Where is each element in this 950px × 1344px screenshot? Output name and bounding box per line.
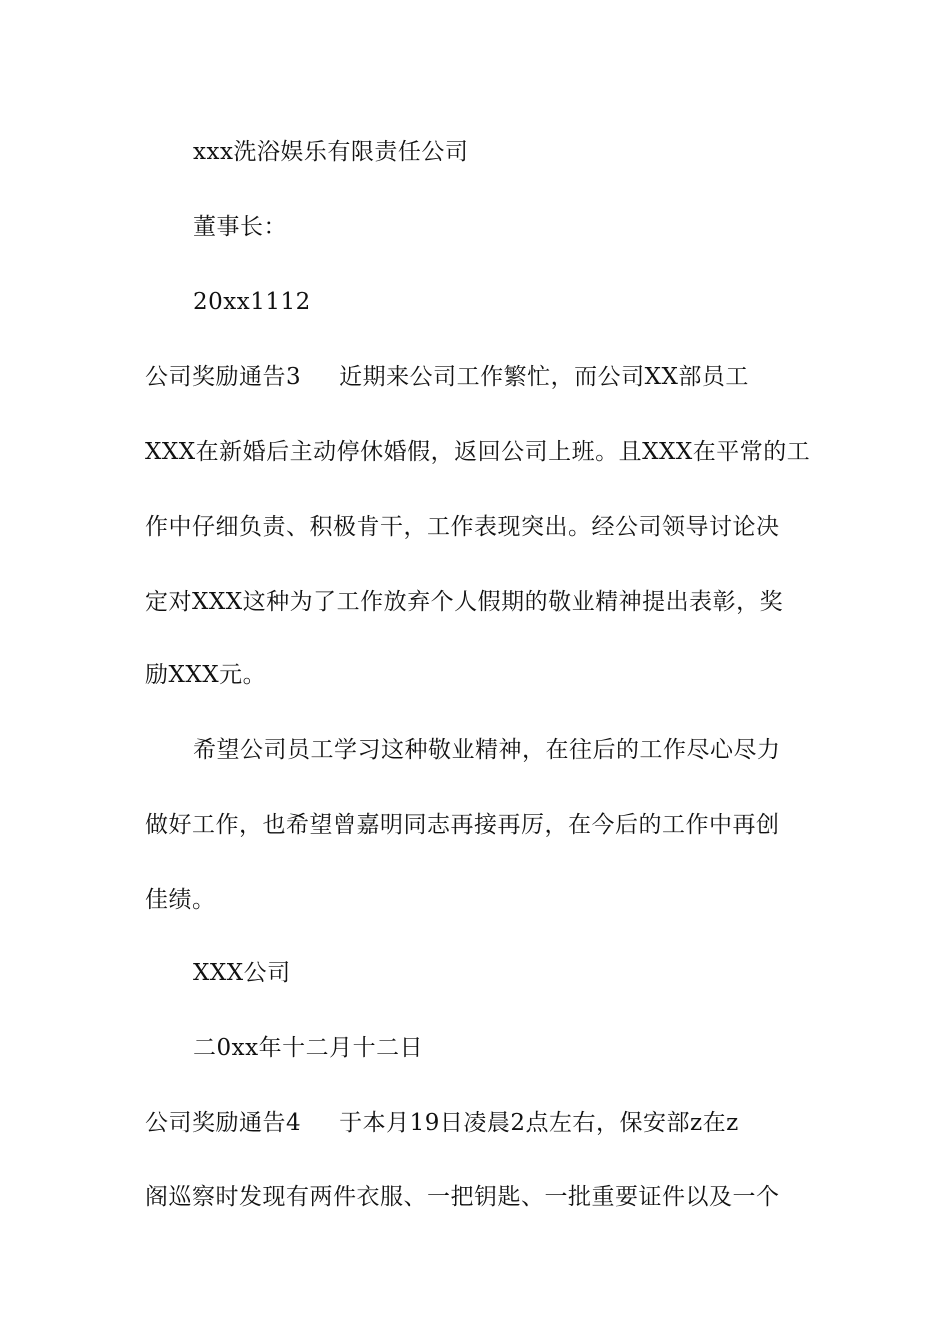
notice3-text-line: XXX在新婚后主动停休婚假，返回公司上班。且XXX在平常的工 (145, 439, 811, 465)
company-name: xxx洗浴娱乐有限责任公司 (193, 139, 469, 165)
date-code: 20xx1112 (193, 289, 311, 315)
notice4-text-line: 于本月19日凌晨2点左右，保安部z在z (339, 1110, 739, 1136)
notice3-para2-line: 希望公司员工学习这种敬业精神，在往后的工作尽心尽力 (193, 737, 781, 763)
notice3-para2-line: 做好工作，也希望曾嘉明同志再接再厉，在今后的工作中再创 (145, 812, 780, 838)
notice3-heading: 公司奖励通告3 (145, 364, 302, 390)
notice3-first-line (145, 362, 749, 392)
notice3-text-line: 作中仔细负责、积极肯干，工作表现突出。经公司领导讨论决 (145, 514, 780, 540)
notice3-text-line: 近期来公司工作繁忙，而公司XX部员工 (339, 364, 749, 390)
notice4-heading: 公司奖励通告4 (145, 1110, 302, 1136)
notice3-date: 二0xx年十二月十二日 (193, 1035, 424, 1061)
notice3-signature: XXX公司 (193, 960, 291, 986)
notice3-text-line: 定对XXX这种为了工作放弃个人假期的敬业精神提出表彰，奖 (145, 589, 784, 615)
notice3-para2-line: 佳绩。 (145, 887, 216, 913)
notice4-text-line: 阁巡察时发现有两件衣服、一把钥匙、一批重要证件以及一个 (145, 1184, 780, 1210)
chairman-label: 董事长： (193, 214, 287, 240)
notice3-text-line: 励XXX元。 (145, 662, 267, 688)
notice4-first-line (145, 1108, 739, 1138)
